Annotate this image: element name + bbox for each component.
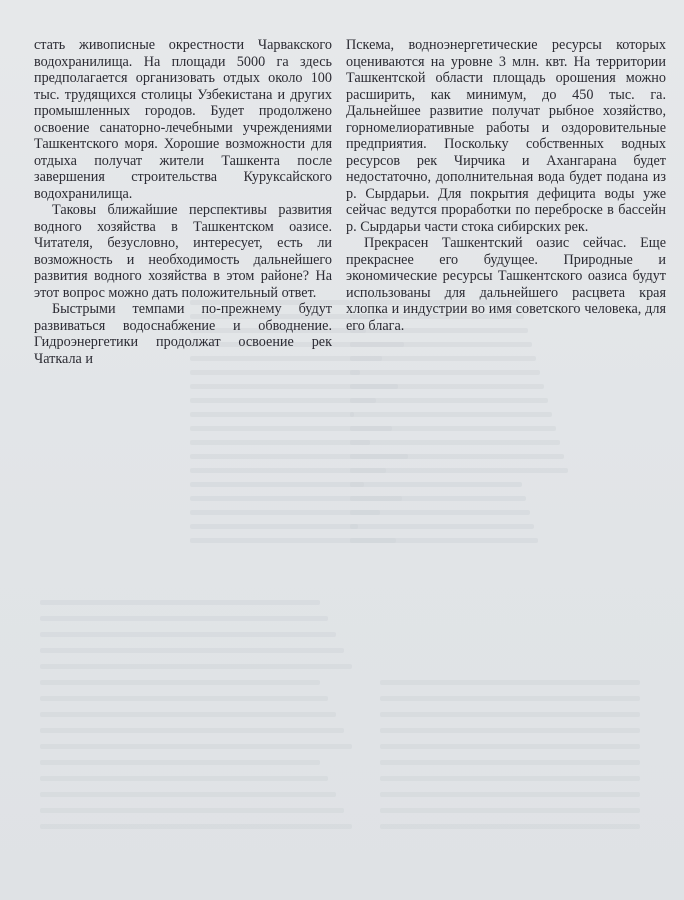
bleed-through-line <box>350 412 552 417</box>
bleed-through-line <box>40 824 352 829</box>
bleed-through-line <box>190 370 360 375</box>
paragraph: Быстрыми темпами по-прежнему будут развиваться водоснабжение и обводнение. Гидроэнергетики продолжат освоение рек Чаткала и <box>34 301 332 367</box>
right-column <box>346 37 666 334</box>
bleed-through-line <box>350 356 536 361</box>
bleed-through-line <box>380 760 640 765</box>
bleed-through-line <box>350 510 530 515</box>
bleed-through-line <box>350 398 548 403</box>
bleed-through-line <box>190 440 370 445</box>
bleed-through-line <box>40 744 352 749</box>
bleed-through-line <box>380 808 640 813</box>
bleed-through-line <box>190 412 354 417</box>
bleed-through-line <box>380 680 640 685</box>
bleed-through-line <box>190 524 358 529</box>
bleed-through-line <box>40 760 320 765</box>
bleed-through-line <box>40 792 336 797</box>
bleed-through-line <box>380 824 640 829</box>
bleed-through-line <box>350 440 560 445</box>
bleed-through-line <box>40 728 344 733</box>
bleed-through-line <box>350 496 526 501</box>
bleed-through-line <box>350 524 534 529</box>
bleed-through-line <box>350 384 544 389</box>
paragraph: Прекрасен Ташкентский оазис сейчас. Еще прекраснее его будущее. Природные и экономические ресурсы Ташкентского оазиса будут использованы для дальнейшего расцвета края хлопка и индустрии во имя советского человека, для его блага. <box>346 235 666 334</box>
bleed-through-line <box>380 712 640 717</box>
bleed-through-line <box>190 482 364 487</box>
bleed-through-line <box>40 632 336 637</box>
bleed-through-line <box>380 744 640 749</box>
paragraph: стать живописные окрестности Чарвакского водохранилища. На площади 5000 га здесь предполагается организовать отдых около 100 тыс. трудящихся столицы Узбекистана и других промышленных городов. Будет продолжено освоение санаторно-лечебными учреждениями Ташкентского моря. Хорошие возможности для отдыха получат жители Ташкента после завершения строительства Куруксайского водохранилища. <box>34 37 332 202</box>
paragraph: Пскема, водноэнергетические ресурсы которых оцениваются на уровне 3 млн. квт. На территории Ташкентской области площадь орошения можно расширить, как минимум, до 450 тыс. га. Дальнейшее развитие получат рыбное хозяйство, горномелиоративные работы и оздоровительные предприятия. Поскольку собственных водных ресурсов рек Чирчика и Ахангарана будет недостаточно, дополнительная вода будет подана из р. Сырдарьи. Для покрытия дефицита воды уже сейчас ведутся проработки по переброске в бассейн р. Сырдарьи части стока сибирских рек. <box>346 37 666 235</box>
bleed-through-line <box>380 776 640 781</box>
bleed-through-line <box>40 696 328 701</box>
bleed-through-line <box>40 680 320 685</box>
bleed-through-line <box>40 712 336 717</box>
bleed-through-line <box>350 482 522 487</box>
bleed-through-line <box>350 538 538 543</box>
bleed-through-line <box>40 776 328 781</box>
bleed-through-line <box>40 808 344 813</box>
bleed-through-line <box>350 426 556 431</box>
bleed-through-line <box>40 648 344 653</box>
bleed-through-line <box>380 792 640 797</box>
bleed-through-line <box>350 468 568 473</box>
bleed-through-line <box>350 342 532 347</box>
bleed-through-line <box>350 454 564 459</box>
left-column <box>34 37 332 367</box>
bleed-through-line <box>190 398 376 403</box>
bleed-through-line <box>380 728 640 733</box>
bleed-through-line <box>40 600 320 605</box>
bleed-through-line <box>380 696 640 701</box>
bleed-through-line <box>40 664 352 669</box>
bleed-through-line <box>40 616 328 621</box>
bleed-through-line <box>350 370 540 375</box>
paragraph: Таковы ближайшие перспективы развития водного хозяйства в Ташкентском оазисе. Читателя, безусловно, интересует, есть ли возможность и необходимость дальнейшего развития водного хозяйства в этом районе? На этот вопрос можно дать положительный ответ. <box>34 202 332 301</box>
